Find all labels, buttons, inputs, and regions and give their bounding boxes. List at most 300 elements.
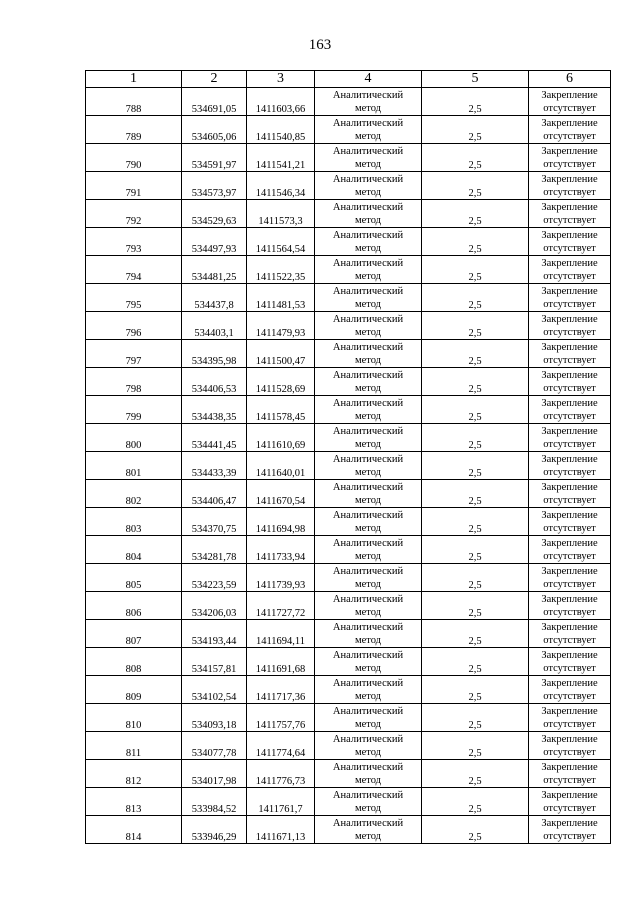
point-number: 794 bbox=[86, 256, 182, 284]
fixation-line-2: отсутствует bbox=[543, 215, 596, 226]
fixation-line-1: Закрепление bbox=[541, 342, 598, 353]
table-row bbox=[86, 816, 611, 844]
method-line-1: Аналитический bbox=[332, 650, 404, 661]
point-number: 791 bbox=[86, 172, 182, 200]
method-line-2: метод bbox=[354, 383, 382, 394]
coordinate-x: 534406,47 bbox=[182, 480, 247, 508]
accuracy-value: 2,5 bbox=[422, 452, 529, 480]
table-row bbox=[86, 228, 611, 256]
accuracy-value: 2,5 bbox=[422, 312, 529, 340]
method-line-1: Аналитический bbox=[332, 482, 404, 493]
accuracy-value: 2,5 bbox=[422, 620, 529, 648]
point-number: 796 bbox=[86, 312, 182, 340]
coordinate-y: 1411694,98 bbox=[247, 508, 315, 536]
method-cell bbox=[315, 620, 422, 648]
fixation-line-2: отсутствует bbox=[543, 383, 596, 394]
method-line-1: Аналитический bbox=[332, 622, 404, 633]
point-number: 800 bbox=[86, 424, 182, 452]
table-row bbox=[86, 200, 611, 228]
point-number: 803 bbox=[86, 508, 182, 536]
coordinate-y: 1411670,54 bbox=[247, 480, 315, 508]
header-col-2: 2 bbox=[182, 71, 247, 88]
coordinate-y: 1411573,3 bbox=[247, 200, 315, 228]
fixation-cell bbox=[529, 284, 611, 312]
fixation-line-2: отсутствует bbox=[543, 523, 596, 534]
coordinate-x: 534403,1 bbox=[182, 312, 247, 340]
method-line-1: Аналитический bbox=[332, 818, 404, 829]
method-cell bbox=[315, 732, 422, 760]
method-cell bbox=[315, 760, 422, 788]
method-line-2: метод bbox=[354, 635, 382, 646]
header-col-6: 6 bbox=[529, 71, 611, 88]
method-cell bbox=[315, 340, 422, 368]
method-cell bbox=[315, 536, 422, 564]
coordinate-x: 534370,75 bbox=[182, 508, 247, 536]
point-number: 812 bbox=[86, 760, 182, 788]
accuracy-value: 2,5 bbox=[422, 424, 529, 452]
fixation-line-2: отсутствует bbox=[543, 159, 596, 170]
coordinate-x: 534395,98 bbox=[182, 340, 247, 368]
table-row bbox=[86, 88, 611, 116]
fixation-cell bbox=[529, 536, 611, 564]
fixation-line-2: отсутствует bbox=[543, 663, 596, 674]
method-line-2: метод bbox=[354, 831, 382, 842]
point-number: 809 bbox=[86, 676, 182, 704]
point-number: 798 bbox=[86, 368, 182, 396]
fixation-line-1: Закрепление bbox=[541, 118, 598, 129]
coordinate-y: 1411528,69 bbox=[247, 368, 315, 396]
header-col-5: 5 bbox=[422, 71, 529, 88]
method-cell bbox=[315, 592, 422, 620]
method-line-2: метод bbox=[354, 719, 382, 730]
fixation-line-1: Закрепление bbox=[541, 594, 598, 605]
fixation-line-1: Закрепление bbox=[541, 818, 598, 829]
point-number: 808 bbox=[86, 648, 182, 676]
fixation-cell bbox=[529, 508, 611, 536]
accuracy-value: 2,5 bbox=[422, 396, 529, 424]
coordinate-y: 1411546,34 bbox=[247, 172, 315, 200]
accuracy-value: 2,5 bbox=[422, 88, 529, 116]
accuracy-value: 2,5 bbox=[422, 368, 529, 396]
method-line-2: метод bbox=[354, 747, 382, 758]
table-row bbox=[86, 116, 611, 144]
accuracy-value: 2,5 bbox=[422, 536, 529, 564]
fixation-line-1: Закрепление bbox=[541, 622, 598, 633]
method-line-2: метод bbox=[354, 215, 382, 226]
accuracy-value: 2,5 bbox=[422, 676, 529, 704]
fixation-cell bbox=[529, 144, 611, 172]
method-cell bbox=[315, 480, 422, 508]
point-number: 813 bbox=[86, 788, 182, 816]
fixation-line-2: отсутствует bbox=[543, 131, 596, 142]
fixation-cell bbox=[529, 732, 611, 760]
coordinate-x: 534157,81 bbox=[182, 648, 247, 676]
fixation-line-2: отсутствует bbox=[543, 607, 596, 618]
method-line-2: метод bbox=[354, 607, 382, 618]
coordinate-x: 534529,63 bbox=[182, 200, 247, 228]
method-line-1: Аналитический bbox=[332, 118, 404, 129]
method-line-1: Аналитический bbox=[332, 790, 404, 801]
fixation-line-2: отсутствует bbox=[543, 747, 596, 758]
accuracy-value: 2,5 bbox=[422, 592, 529, 620]
fixation-line-1: Закрепление bbox=[541, 258, 598, 269]
coordinate-y: 1411481,53 bbox=[247, 284, 315, 312]
method-line-1: Аналитический bbox=[332, 230, 404, 241]
coordinate-x: 534438,35 bbox=[182, 396, 247, 424]
method-cell bbox=[315, 116, 422, 144]
method-line-2: метод bbox=[354, 467, 382, 478]
coordinate-x: 533946,29 bbox=[182, 816, 247, 844]
fixation-cell bbox=[529, 480, 611, 508]
table-row bbox=[86, 592, 611, 620]
fixation-line-1: Закрепление bbox=[541, 398, 598, 409]
fixation-cell bbox=[529, 200, 611, 228]
fixation-line-1: Закрепление bbox=[541, 510, 598, 521]
fixation-cell bbox=[529, 564, 611, 592]
fixation-line-1: Закрепление bbox=[541, 314, 598, 325]
method-cell bbox=[315, 284, 422, 312]
method-line-2: метод bbox=[354, 551, 382, 562]
fixation-line-2: отсутствует bbox=[543, 831, 596, 842]
coordinate-x: 534017,98 bbox=[182, 760, 247, 788]
coordinate-y: 1411479,93 bbox=[247, 312, 315, 340]
point-number: 793 bbox=[86, 228, 182, 256]
point-number: 801 bbox=[86, 452, 182, 480]
method-cell bbox=[315, 228, 422, 256]
method-line-2: метод bbox=[354, 271, 382, 282]
accuracy-value: 2,5 bbox=[422, 788, 529, 816]
fixation-line-2: отсутствует bbox=[543, 103, 596, 114]
coordinate-y: 1411671,13 bbox=[247, 816, 315, 844]
table-row bbox=[86, 480, 611, 508]
coordinate-y: 1411774,64 bbox=[247, 732, 315, 760]
accuracy-value: 2,5 bbox=[422, 284, 529, 312]
method-cell bbox=[315, 508, 422, 536]
method-line-2: метод bbox=[354, 103, 382, 114]
fixation-cell bbox=[529, 592, 611, 620]
coordinate-y: 1411541,21 bbox=[247, 144, 315, 172]
fixation-line-2: отсутствует bbox=[543, 579, 596, 590]
fixation-cell bbox=[529, 228, 611, 256]
table-row bbox=[86, 704, 611, 732]
table-row bbox=[86, 312, 611, 340]
method-line-1: Аналитический bbox=[332, 706, 404, 717]
table-row bbox=[86, 788, 611, 816]
method-cell bbox=[315, 648, 422, 676]
coordinate-x: 534077,78 bbox=[182, 732, 247, 760]
coordinate-y: 1411727,72 bbox=[247, 592, 315, 620]
method-line-1: Аналитический bbox=[332, 454, 404, 465]
method-cell bbox=[315, 312, 422, 340]
coordinate-x: 534223,59 bbox=[182, 564, 247, 592]
table-row bbox=[86, 284, 611, 312]
method-cell bbox=[315, 368, 422, 396]
fixation-line-1: Закрепление bbox=[541, 286, 598, 297]
method-line-2: метод bbox=[354, 411, 382, 422]
table-row bbox=[86, 508, 611, 536]
table-row bbox=[86, 424, 611, 452]
accuracy-value: 2,5 bbox=[422, 732, 529, 760]
coordinate-y: 1411610,69 bbox=[247, 424, 315, 452]
page-number: 163 bbox=[308, 37, 332, 53]
fixation-line-1: Закрепление bbox=[541, 790, 598, 801]
method-line-1: Аналитический bbox=[332, 370, 404, 381]
fixation-line-1: Закрепление bbox=[541, 538, 598, 549]
table-row bbox=[86, 452, 611, 480]
method-line-1: Аналитический bbox=[332, 762, 404, 773]
point-number: 792 bbox=[86, 200, 182, 228]
point-number: 807 bbox=[86, 620, 182, 648]
method-line-1: Аналитический bbox=[332, 398, 404, 409]
coordinate-x: 534193,44 bbox=[182, 620, 247, 648]
method-line-1: Аналитический bbox=[332, 426, 404, 437]
coordinates-table bbox=[85, 70, 611, 844]
fixation-line-1: Закрепление bbox=[541, 650, 598, 661]
method-line-1: Аналитический bbox=[332, 538, 404, 549]
fixation-line-1: Закрепление bbox=[541, 706, 598, 717]
accuracy-value: 2,5 bbox=[422, 200, 529, 228]
table-row bbox=[86, 564, 611, 592]
header-col-4: 4 bbox=[315, 71, 422, 88]
fixation-line-1: Закрепление bbox=[541, 678, 598, 689]
method-line-2: метод bbox=[354, 131, 382, 142]
coordinate-x: 534406,53 bbox=[182, 368, 247, 396]
table-row bbox=[86, 396, 611, 424]
method-line-1: Аналитический bbox=[332, 566, 404, 577]
fixation-line-1: Закрепление bbox=[541, 370, 598, 381]
fixation-line-2: отсутствует bbox=[543, 411, 596, 422]
fixation-cell bbox=[529, 172, 611, 200]
method-cell bbox=[315, 564, 422, 592]
accuracy-value: 2,5 bbox=[422, 480, 529, 508]
coordinate-x: 534441,45 bbox=[182, 424, 247, 452]
point-number: 811 bbox=[86, 732, 182, 760]
method-line-2: метод bbox=[354, 691, 382, 702]
fixation-line-2: отсутствует bbox=[543, 327, 596, 338]
fixation-line-1: Закрепление bbox=[541, 230, 598, 241]
fixation-cell bbox=[529, 620, 611, 648]
table-row bbox=[86, 368, 611, 396]
method-cell bbox=[315, 144, 422, 172]
table-row bbox=[86, 172, 611, 200]
method-line-1: Аналитический bbox=[332, 342, 404, 353]
point-number: 802 bbox=[86, 480, 182, 508]
header-col-1: 1 bbox=[86, 71, 182, 88]
method-cell bbox=[315, 704, 422, 732]
accuracy-value: 2,5 bbox=[422, 760, 529, 788]
fixation-cell bbox=[529, 816, 611, 844]
coordinate-x: 534437,8 bbox=[182, 284, 247, 312]
fixation-line-1: Закрепление bbox=[541, 566, 598, 577]
coordinate-y: 1411717,36 bbox=[247, 676, 315, 704]
fixation-line-1: Закрепление bbox=[541, 482, 598, 493]
point-number: 814 bbox=[86, 816, 182, 844]
method-line-1: Аналитический bbox=[332, 510, 404, 521]
method-cell bbox=[315, 88, 422, 116]
method-cell bbox=[315, 816, 422, 844]
coordinate-y: 1411603,66 bbox=[247, 88, 315, 116]
method-cell bbox=[315, 256, 422, 284]
method-line-1: Аналитический bbox=[332, 678, 404, 689]
method-line-2: метод bbox=[354, 187, 382, 198]
method-line-2: метод bbox=[354, 663, 382, 674]
coordinate-y: 1411691,68 bbox=[247, 648, 315, 676]
fixation-line-1: Закрепление bbox=[541, 202, 598, 213]
method-cell bbox=[315, 200, 422, 228]
coordinate-y: 1411578,45 bbox=[247, 396, 315, 424]
accuracy-value: 2,5 bbox=[422, 172, 529, 200]
fixation-cell bbox=[529, 452, 611, 480]
point-number: 806 bbox=[86, 592, 182, 620]
method-line-2: метод bbox=[354, 327, 382, 338]
method-line-2: метод bbox=[354, 355, 382, 366]
method-line-2: метод bbox=[354, 243, 382, 254]
coordinate-y: 1411694,11 bbox=[247, 620, 315, 648]
fixation-line-2: отсутствует bbox=[543, 355, 596, 366]
method-line-2: метод bbox=[354, 299, 382, 310]
table-row bbox=[86, 144, 611, 172]
accuracy-value: 2,5 bbox=[422, 340, 529, 368]
coordinate-x: 534481,25 bbox=[182, 256, 247, 284]
fixation-cell bbox=[529, 312, 611, 340]
fixation-cell bbox=[529, 340, 611, 368]
coordinate-y: 1411739,93 bbox=[247, 564, 315, 592]
fixation-line-2: отсутствует bbox=[543, 551, 596, 562]
fixation-line-2: отсутствует bbox=[543, 495, 596, 506]
method-line-1: Аналитический bbox=[332, 314, 404, 325]
table-row bbox=[86, 620, 611, 648]
fixation-line-2: отсутствует bbox=[543, 635, 596, 646]
method-line-2: метод bbox=[354, 775, 382, 786]
table-row bbox=[86, 256, 611, 284]
fixation-cell bbox=[529, 648, 611, 676]
coordinate-x: 534102,54 bbox=[182, 676, 247, 704]
method-cell bbox=[315, 788, 422, 816]
fixation-cell bbox=[529, 760, 611, 788]
fixation-cell bbox=[529, 704, 611, 732]
coordinate-x: 534573,97 bbox=[182, 172, 247, 200]
coordinate-y: 1411757,76 bbox=[247, 704, 315, 732]
coordinate-x: 534093,18 bbox=[182, 704, 247, 732]
method-line-2: метод bbox=[354, 439, 382, 450]
accuracy-value: 2,5 bbox=[422, 144, 529, 172]
table-body bbox=[86, 88, 611, 844]
fixation-line-2: отсутствует bbox=[543, 691, 596, 702]
accuracy-value: 2,5 bbox=[422, 648, 529, 676]
coordinate-x: 534433,39 bbox=[182, 452, 247, 480]
accuracy-value: 2,5 bbox=[422, 816, 529, 844]
method-line-1: Аналитический bbox=[332, 146, 404, 157]
method-cell bbox=[315, 172, 422, 200]
accuracy-value: 2,5 bbox=[422, 704, 529, 732]
coordinate-x: 534605,06 bbox=[182, 116, 247, 144]
coordinate-y: 1411564,54 bbox=[247, 228, 315, 256]
coordinate-y: 1411522,35 bbox=[247, 256, 315, 284]
accuracy-value: 2,5 bbox=[422, 228, 529, 256]
coordinate-y: 1411540,85 bbox=[247, 116, 315, 144]
method-line-2: метод bbox=[354, 803, 382, 814]
table-row bbox=[86, 340, 611, 368]
accuracy-value: 2,5 bbox=[422, 256, 529, 284]
method-line-1: Аналитический bbox=[332, 202, 404, 213]
method-cell bbox=[315, 452, 422, 480]
coordinate-y: 1411733,94 bbox=[247, 536, 315, 564]
coordinate-x: 533984,52 bbox=[182, 788, 247, 816]
method-cell bbox=[315, 396, 422, 424]
fixation-cell bbox=[529, 116, 611, 144]
point-number: 789 bbox=[86, 116, 182, 144]
fixation-line-2: отсутствует bbox=[543, 775, 596, 786]
coordinate-y: 1411640,01 bbox=[247, 452, 315, 480]
point-number: 810 bbox=[86, 704, 182, 732]
fixation-cell bbox=[529, 788, 611, 816]
method-cell bbox=[315, 676, 422, 704]
fixation-line-2: отсутствует bbox=[543, 467, 596, 478]
fixation-line-2: отсутствует bbox=[543, 187, 596, 198]
method-cell bbox=[315, 424, 422, 452]
table-row bbox=[86, 536, 611, 564]
coordinate-x: 534691,05 bbox=[182, 88, 247, 116]
method-line-2: метод bbox=[354, 495, 382, 506]
coordinate-x: 534497,93 bbox=[182, 228, 247, 256]
accuracy-value: 2,5 bbox=[422, 508, 529, 536]
fixation-cell bbox=[529, 256, 611, 284]
method-line-1: Аналитический bbox=[332, 594, 404, 605]
point-number: 797 bbox=[86, 340, 182, 368]
table-row bbox=[86, 676, 611, 704]
coordinate-x: 534591,97 bbox=[182, 144, 247, 172]
fixation-line-2: отсутствует bbox=[543, 299, 596, 310]
fixation-cell bbox=[529, 88, 611, 116]
method-line-1: Аналитический bbox=[332, 174, 404, 185]
header-row bbox=[86, 71, 611, 88]
method-line-1: Аналитический bbox=[332, 286, 404, 297]
fixation-line-1: Закрепление bbox=[541, 454, 598, 465]
fixation-line-1: Закрепление bbox=[541, 762, 598, 773]
table-row bbox=[86, 648, 611, 676]
method-line-2: метод bbox=[354, 523, 382, 534]
accuracy-value: 2,5 bbox=[422, 564, 529, 592]
point-number: 790 bbox=[86, 144, 182, 172]
fixation-line-2: отсутствует bbox=[543, 803, 596, 814]
method-line-1: Аналитический bbox=[332, 90, 404, 101]
fixation-line-2: отсутствует bbox=[543, 719, 596, 730]
point-number: 805 bbox=[86, 564, 182, 592]
point-number: 795 bbox=[86, 284, 182, 312]
fixation-cell bbox=[529, 396, 611, 424]
accuracy-value: 2,5 bbox=[422, 116, 529, 144]
fixation-line-1: Закрепление bbox=[541, 426, 598, 437]
table-row bbox=[86, 760, 611, 788]
method-line-2: метод bbox=[354, 159, 382, 170]
fixation-cell bbox=[529, 676, 611, 704]
method-line-2: метод bbox=[354, 579, 382, 590]
point-number: 804 bbox=[86, 536, 182, 564]
coordinate-x: 534206,03 bbox=[182, 592, 247, 620]
fixation-line-1: Закрепление bbox=[541, 146, 598, 157]
table-row bbox=[86, 732, 611, 760]
fixation-line-1: Закрепление bbox=[541, 90, 598, 101]
coordinate-y: 1411761,7 bbox=[247, 788, 315, 816]
fixation-line-2: отсутствует bbox=[543, 243, 596, 254]
table-header bbox=[86, 71, 611, 88]
fixation-line-2: отсутствует bbox=[543, 439, 596, 450]
fixation-line-2: отсутствует bbox=[543, 271, 596, 282]
method-line-1: Аналитический bbox=[332, 258, 404, 269]
fixation-line-1: Закрепление bbox=[541, 734, 598, 745]
coordinate-x: 534281,78 bbox=[182, 536, 247, 564]
point-number: 799 bbox=[86, 396, 182, 424]
